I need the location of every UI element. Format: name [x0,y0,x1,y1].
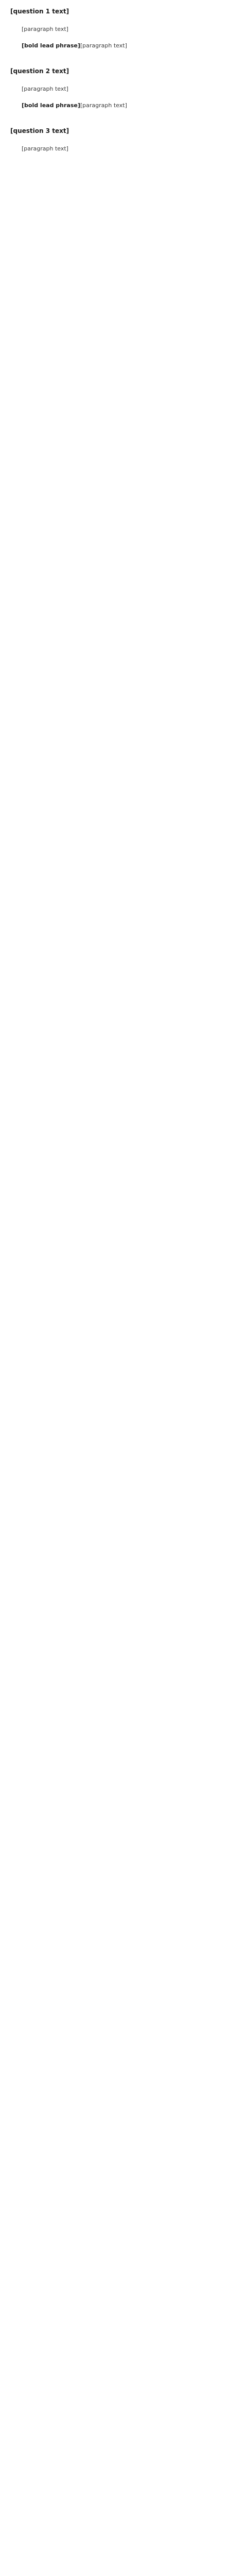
question-heading: [question 2 text] [10,67,69,75]
qa-section [10,5,237,52]
paragraph-text: [paragraph text] [22,86,68,92]
question-heading: [question 1 text] [10,8,69,15]
qa-list [10,5,237,155]
article [0,0,247,189]
paragraph-text: [paragraph text] [80,42,127,49]
paragraph-lead: [bold lead phrase] [22,42,80,49]
qa-section [10,125,237,155]
answer-paragraph [10,24,237,35]
paragraph-lead: [bold lead phrase] [22,102,80,109]
answer-paragraph [10,83,237,95]
qa-section [10,65,237,111]
paragraph-text: [paragraph text] [80,102,127,109]
answer-paragraph [10,40,237,52]
paragraph-text: [paragraph text] [22,26,68,32]
answer-paragraph [10,143,237,155]
answer-paragraph [10,100,237,111]
paragraph-text: [paragraph text] [22,145,68,152]
question-heading: [question 3 text] [10,127,69,134]
